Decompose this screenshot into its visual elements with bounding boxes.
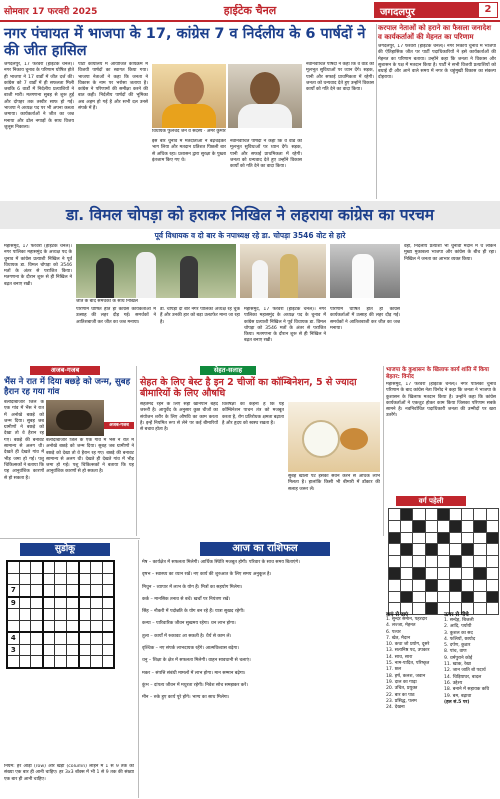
crossword-grid xyxy=(388,508,499,615)
clue-item: 16. उद्देश्य xyxy=(444,680,463,686)
main-story-text-col3c: परिणाम घोषित होते ही कांग्रेस कार्यकर्ताओं में उत्साह की लहर दौड़ गई। समर्थकों ने आतिशबाजी कर जीत का जश्न मनाया। xyxy=(330,307,400,331)
column-divider-3 xyxy=(383,366,384,536)
clue-item: 18. बनाने में सहायक कवि xyxy=(444,687,490,693)
sudoku-cell xyxy=(31,609,43,621)
sudoku-cell xyxy=(55,573,67,585)
right-story-headline: भाजपा के कुशासन के खिलाफ कार्य शांति में किया बेहतर: विनोद xyxy=(386,367,490,380)
clue-item: 2. आदि, पर्यायी xyxy=(444,624,472,630)
sudoku-cell xyxy=(31,644,43,656)
sudoku-cell xyxy=(31,561,43,573)
sudoku-cell xyxy=(91,561,103,573)
sudoku-cell xyxy=(102,656,114,668)
photo-caption-2: अमर कुमार xyxy=(206,129,226,134)
rashi-item: कर्क – मानसिक तनाव से बचें। खर्चों पर नियंत्रण रखें। xyxy=(142,596,231,602)
sudoku-cell xyxy=(55,632,67,644)
sudoku-cell xyxy=(66,656,78,668)
sudoku-cell xyxy=(91,656,103,668)
clue-item: 18. हर्ष, कलश, जवान xyxy=(386,673,426,679)
clue-item: 10. कथा जो प्रयोग, दूसरे xyxy=(386,642,430,648)
section-city: जगदलपुर xyxy=(380,7,415,18)
sudoku-cell xyxy=(19,644,31,656)
ajab-inset-label: अजब-गजब xyxy=(104,422,134,429)
rashi-item: तुला – कार्यों में रुकावट आ सकती है। धैर्य से काम लें। xyxy=(142,633,232,639)
sudoku-cell xyxy=(43,597,55,609)
sudoku-cell xyxy=(43,644,55,656)
main-story-headline: डा. विमल चोपड़ा को हराकर निखिल ने लहराया कांग्रेस का परचम xyxy=(0,201,500,229)
crime-story-text-col2: बलौदाबाजार जिले के एक गांव में भैंस ने रात में अनोखे बछड़े को जन्म दिया। सुबह जब ग्रामीणों ने बछड़े को देखा तो वे हैरान रह गए। बछड़े की बनावट सामान्य से अलग थी। देखते ही देखते गांव में भीड़ जमा हो गई। पशु चिकित्सकों ने बताया कि यह आनुवंशिक कारणों से हो सकता है। xyxy=(46,438,134,475)
main-story-subheadline: पूर्व विधायक व दो बार के नपाध्यक्ष रहे डा. चोपड़ा 3546 वोट से हारे xyxy=(154,231,346,240)
sudoku-cell xyxy=(55,644,67,656)
top-story-text-col3: इस बार चुनाव में मतदाताओं ने बढ़चढ़कर भाग लिया और मतदान प्रतिशत पिछली बार से अधिक रहा। प्रशासन द्वारा सुरक्षा के पुख्ता इंतजाम किए गए थे। xyxy=(152,139,226,163)
sudoku-cell xyxy=(55,585,67,597)
sudoku-cell xyxy=(102,585,114,597)
sudoku-cell xyxy=(19,561,31,573)
rashi-item: धनु – शिक्षा के क्षेत्र में सफलता मिलेगी। वाहन सावधानी से चलाएं। xyxy=(142,658,251,664)
clue-item: 17. छल xyxy=(386,667,402,673)
sudoku-cell xyxy=(31,632,43,644)
page-number: 2 xyxy=(478,2,498,18)
across-title: बाएं से दाएं xyxy=(386,612,409,618)
health-story-headline: सेहत के लिए बेस्ट है इन 2 चीजों का कॉम्बिनेशन, 5 से ज्यादा बीमारियों के लिए औषधि xyxy=(140,377,357,399)
rashi-item: कुंभ – दांपत्य जीवन में मधुरता रहेगी। निवेश सोच समझकर करें। xyxy=(142,682,248,688)
clue-item: 5. दर्पण, कुठार xyxy=(444,643,471,649)
sudoku-cell xyxy=(79,644,91,656)
sudoku-cell xyxy=(102,609,114,621)
clue-item: 22. बार का पाठ xyxy=(386,692,415,698)
clue-item: 15. नाम-पादित, परिष्कृत xyxy=(386,661,430,667)
section-divider xyxy=(0,538,140,539)
sudoku-cell xyxy=(91,632,103,644)
sudoku-cell: 3 xyxy=(7,644,19,656)
sudoku-cell xyxy=(19,620,31,632)
horoscope-list xyxy=(142,560,380,796)
clue-item: 6. पत्थर xyxy=(386,629,401,635)
clue-item: 24. देखना xyxy=(386,705,405,711)
crowd-photo xyxy=(240,244,326,298)
column-divider xyxy=(376,24,377,199)
sudoku-cell xyxy=(66,597,78,609)
right-story-text: महासमुंद, 17 फरवरी (हाईटेक चैनल)। नगर पालिका चुनाव परिणाम के बाद कांग्रेस नेता विनोद ने कहा कि जनता ने भाजपा के कुशासन के खिलाफ मतदान किया है। उन्होंने कहा कि कांग्रेस कार्यकर्ताओं ने एकजुट होकर काम किया जिसका परिणाम सबके सामने है। नवनिर्वाचित पदाधिकारी जनता की उम्मीदों पर खरा उतरेंगे। xyxy=(386,382,496,419)
sudoku-cell xyxy=(7,561,19,573)
supporters-photo xyxy=(330,244,400,298)
sudoku-cell xyxy=(102,573,114,585)
across-clues xyxy=(386,617,442,711)
sudoku-cell: 4 xyxy=(7,632,19,644)
sudoku-cell xyxy=(43,561,55,573)
photo-caption-1: विधायक फुलचंद जैन व सदस्य xyxy=(152,129,203,134)
sudoku-cell xyxy=(102,620,114,632)
sudoku-cell xyxy=(7,620,19,632)
clue-item: 19. दाल का गाढ़ा xyxy=(386,679,417,685)
sudoku-cell xyxy=(79,573,91,585)
clue-item: 12. जान जाति बो पदार्थ xyxy=(444,668,486,674)
clue-item: 4. फलियों, छायोद xyxy=(444,636,476,642)
clue-item: 1. सुन्दर समान, पहरदार xyxy=(386,617,428,622)
top-story-headline: नगर पंचायत में भाजपा के 17, कांग्रेस 7 व निर्दलीय के 6 पार्षदों ने की जीत हासिल xyxy=(4,26,366,59)
down-title: ऊपर से नीचे xyxy=(444,612,469,618)
sudoku-cell xyxy=(91,620,103,632)
sudoku-cell xyxy=(79,656,91,668)
crossword-title: वर्ग पहेली xyxy=(396,496,466,506)
sudoku-cell xyxy=(66,585,78,597)
crossword-clues xyxy=(386,610,498,795)
sudoku-cell xyxy=(91,597,103,609)
ajab-gajab-tag: अजब-गजब xyxy=(30,366,100,375)
clue-item: 23. प्रसिद्ध, पलम xyxy=(386,698,417,704)
sudoku-rules: नियम: हर आड़ी (row) और खड़ी (column) लाइन में 1 से 9 तक की संख्या एक बार ही आनी चाहिए। हर 3x3 बॉक्स में भी 1 से 9 तक की संख्या एक बार ही आनी चाहिए। xyxy=(4,764,134,782)
sudoku-cell: 9 xyxy=(7,597,19,609)
sudoku-cell xyxy=(19,656,31,668)
column-divider-4 xyxy=(138,540,139,798)
sudoku-cell xyxy=(19,632,31,644)
sudoku-cell xyxy=(31,620,43,632)
rashi-item: मीन – रुके हुए कार्य पूरे होंगे। भाग्य का साथ मिलेगा। xyxy=(142,695,230,701)
rashi-item: वृषभ – स्वास्थ्य का ध्यान रखें। नए कार्य की शुरुआत के लिए समय अनुकूल है। xyxy=(142,572,272,578)
clue-item: 9. धर्मपुराने कोई xyxy=(444,655,473,661)
sudoku-cell xyxy=(7,573,19,585)
sudoku-cell xyxy=(43,573,55,585)
sudoku-cell xyxy=(19,609,31,621)
header-divider xyxy=(0,20,500,22)
sudoku-cell xyxy=(31,573,43,585)
sudoku-cell xyxy=(19,573,31,585)
sudoku-cell xyxy=(31,656,43,668)
sudoku-cell xyxy=(79,585,91,597)
sudoku-cell xyxy=(55,597,67,609)
down-clues xyxy=(444,610,498,706)
clue-item: 1. सन्देह, बिजली xyxy=(444,618,474,623)
top-story-text-col4: नवनिर्वाचित पार्षदों ने कहा कि वे वार्ड की मूलभूत सुविधाओं पर ध्यान देंगे। सड़क, पानी और सफाई प्राथमिकता में रहेगी। जनता को धन्यवाद देते हुए उन्होंने विकास कार्यों को गति देने का वादा किया। xyxy=(306,62,374,93)
sudoku-cell xyxy=(31,597,43,609)
sudoku-cell xyxy=(66,644,78,656)
masthead xyxy=(0,0,500,22)
sudoku-cell xyxy=(19,585,31,597)
food-photo xyxy=(288,402,380,472)
sudoku-cell xyxy=(66,573,78,585)
sudoku-cell xyxy=(31,585,43,597)
side-story-headline: करपाल नेताओं को हराने का फैसला जनादेश व कार्यकर्ताओं की मेहनत का परिणाम xyxy=(378,24,491,41)
rashi-item: मिथुन – व्यापार में लाभ के योग हैं। मित्रों का सहयोग मिलेगा। xyxy=(142,584,243,590)
sudoku-grid xyxy=(6,560,115,669)
clue-item: 11. खाक, रेखा xyxy=(444,662,471,668)
crime-story-headline: भैंस ने रात में दिया बछड़े को जन्म, सुबह हैरान रह गया गांव xyxy=(4,377,131,397)
rashi-item: कन्या – पारिवारिक जीवन सुखमय रहेगा। धन लाभ होगा। xyxy=(142,621,236,627)
main-story-text-col1: महासमुंद, 17 फरवरी (हाईटेक चैनल)। नगर पालिका महासमुंद के अध्यक्ष पद के चुनाव में कांग्रेस प्रत्याशी निखिल ने पूर्व विधायक डा. विमल चोपड़ा को 3546 मतों के अंतर से पराजित किया। मतगणना के दौरान शुरू से ही निखिल ने बढ़त बनाए रखी। xyxy=(4,244,72,287)
sudoku-cell xyxy=(91,644,103,656)
sudoku-cell xyxy=(79,609,91,621)
sudoku-cell xyxy=(7,609,19,621)
sudoku-cell xyxy=(55,561,67,573)
top-story-text-col3b: नवनिर्वाचित पार्षदों ने कहा कि वे वार्ड की मूलभूत सुविधाओं पर ध्यान देंगे। सड़क, पानी और सफाई प्राथमिकता में रहेगी। जनता को धन्यवाद देते हुए उन्होंने विकास कार्यों को गति देने का वादा किया। xyxy=(230,139,302,170)
health-tag: सेहत-सलाह xyxy=(200,366,256,375)
rashi-item: सिंह – नौकरी में पदोन्नति के योग बन रहे हैं। यात्रा सुखद रहेगी। xyxy=(142,609,245,615)
sudoku-cell xyxy=(102,644,114,656)
clue-item: 19. बम, बढ़ावा xyxy=(444,693,472,699)
horoscope-title: आज का राशिफल xyxy=(200,542,330,556)
crossword-answer-note: (हल सं.5 पर) xyxy=(444,699,470,705)
sudoku-cell xyxy=(43,609,55,621)
victory-photo xyxy=(76,244,236,298)
sudoku-cell xyxy=(43,620,55,632)
health-story-text-col3: सुबह खाली पेट इसका सेवन करने से अधिक लाभ मिलता है। हालांकि किसी भी बीमारी में डॉक्टर की सलाह जरूर लें। xyxy=(288,474,380,492)
sudoku-cell xyxy=(66,632,78,644)
sudoku-cell xyxy=(19,597,31,609)
sudoku-cell xyxy=(91,573,103,585)
sudoku-cell xyxy=(43,656,55,668)
side-story-text: जगदलपुर, 17 फरवरी (हाईटेक चैनल)। नगर निकाय चुनाव में भाजपा की ऐतिहासिक जीत पर पार्टी पदाधिकारियों ने इसे कार्यकर्ताओं की मेहनत का परिणाम बताया। उन्होंने कहा कि जनता ने विकास और सुशासन के पक्ष में मतदान किया है। पार्टी ने सभी विजयी प्रत्याशियों को बधाई दी और आने वाले समय में नगर के चहुंमुखी विकास का संकल्प दोहराया। xyxy=(378,44,496,81)
photo-caption: विधायक फुलचंद जैन व सदस्य · अमर कुमार xyxy=(152,129,226,134)
sudoku-cell xyxy=(55,656,67,668)
sudoku-cell xyxy=(43,632,55,644)
sudoku-cell xyxy=(79,597,91,609)
sudoku-cell xyxy=(55,609,67,621)
clue-item: 13. सत्यनिष्ठ पद, उपकार xyxy=(386,648,430,654)
sudoku-cell xyxy=(91,585,103,597)
clue-item: 3. कुशल का सद xyxy=(444,630,473,636)
clue-item: 14. चिड़ियाघर, बादल xyxy=(444,674,482,680)
top-story-text-col1: जगदलपुर, 17 फरवरी (हाईटेक चैनल)। नगर निकाय चुनाव के परिणाम घोषित होते ही भाजपा ने 17 वार्डों में जीत दर्ज की। कांग्रेस को 7 वार्डों में ही सफलता मिली जबकि 6 वार्डों में निर्दलीय प्रत्याशियों ने बाजी मारी। मतगणना सुबह से शुरू हुई और दोपहर तक तस्वीर साफ हो गई। भाजपा ने अध्यक्ष पद पर भी अपना कब्जा जमाया। कार्यकर्ताओं ने जीत का जश्न मनाया और ढोल नगाड़ों के साथ विजय जुलूस निकाला। xyxy=(4,62,74,130)
sudoku-cell: 7 xyxy=(7,585,19,597)
column-divider-2 xyxy=(136,366,137,536)
rashi-item: वृश्चिक – नए संपर्क लाभदायक रहेंगे। आत्मविश्वास बढ़ेगा। xyxy=(142,646,239,652)
section-label xyxy=(374,2,498,18)
clue-item: 7. खेत, मैदान xyxy=(386,635,411,641)
clue-item: 20. उचित, प्रयुक्त xyxy=(386,686,418,692)
sudoku-cell xyxy=(66,561,78,573)
main-story-text-col2: परिणाम घोषित होते ही कांग्रेस कार्यकर्ताओं में उत्साह की लहर दौड़ गई। समर्थकों ने आतिशबाजी कर जीत का जश्न मनाया। xyxy=(76,307,156,325)
candidate-photo-2 xyxy=(228,64,302,128)
sudoku-cell xyxy=(66,609,78,621)
rashi-item: मकर – संपत्ति संबंधी मामलों में लाभ होगा। मान सम्मान बढ़ेगा। xyxy=(142,670,246,676)
candidate-photo-1 xyxy=(152,64,226,128)
clue-item: 8. पांच, वाण xyxy=(444,649,467,655)
health-story-text-col1: सेहतमंद रहने के लिए सही खानपान बेहद जरूरी है। आयुर्वेद के अनुसार कुछ चीजों का संयोजन शरीर के लिए औषधि का काम करता है। इन्हें नियमित रूप से लेने पर कई बीमारियों से बचाव होता है। xyxy=(140,402,218,433)
main-story-text-col4: वहीं, निर्दलीय प्रत्याशी भी चुनावी मैदान में थे लेकिन मुख्य मुकाबला भाजपा और कांग्रेस के बीच ही रहा। निखिल ने जनता का आभार व्यक्त किया। xyxy=(404,244,496,262)
clue-item: 14. साथ, सारा xyxy=(386,654,413,660)
rashi-item: मेष – कार्यक्षेत्र में सफलता मिलेगी। आर्थिक स्थिति मजबूत होगी। परिवार के साथ समय बिताएंगे। xyxy=(142,560,300,565)
sudoku-cell xyxy=(79,632,91,644)
sudoku-cell xyxy=(79,561,91,573)
sudoku-cell xyxy=(55,620,67,632)
main-story-text-col3: डा. चोपड़ा दो बार नगर पालिका अध्यक्ष रह चुके हैं और उनकी हार को बड़ा उलटफेर माना जा रहा है। xyxy=(160,307,240,325)
crime-story-text-col1: बलौदाबाजार जिले के एक गांव में भैंस ने रात में अनोखे बछड़े को जन्म दिया। सुबह जब ग्रामीणों ने बछड़े को देखा तो वे हैरान रह गए। बछड़े की बनावट सामान्य से अलग थी। देखते ही देखते गांव में भीड़ जमा हो गई। पशु चिकित्सकों ने बताया कि यह आनुवंशिक कारणों से हो सकता है। xyxy=(4,400,44,481)
main-story-text-col3b: महासमुंद, 17 फरवरी (हाईटेक चैनल)। नगर पालिका महासमुंद के अध्यक्ष पद के चुनाव में कांग्रेस प्रत्याशी निखिल ने पूर्व विधायक डा. विमल चोपड़ा को 3546 मतों के अंतर से पराजित किया। मतगणना के दौरान शुरू से ही निखिल ने बढ़त बनाए रखी। xyxy=(244,307,326,344)
sudoku-cell xyxy=(43,585,55,597)
issue-date: सोमवार 17 फरवरी 2025 xyxy=(4,7,98,17)
buffalo-photo xyxy=(46,400,104,436)
top-story-text-col2: पार्टी कार्यालय में आयोजित कार्यक्रम में विजयी पार्षदों का स्वागत किया गया। भाजपा नेताओं ने कहा कि जनता ने विकास के नाम पर भरोसा जताया है। कांग्रेस ने परिणामों की समीक्षा करने की बात कही। निर्दलीय पार्षदों की भूमिका अब अहम हो गई है और सभी दल उनसे संपर्क में हैं। xyxy=(78,62,148,112)
sudoku-cell xyxy=(91,609,103,621)
main-photo-caption: जीत के बाद समर्थकों के साथ निखिल xyxy=(76,299,138,304)
sudoku-cell xyxy=(66,620,78,632)
clue-item: 4. लज्जा, मेहनत xyxy=(386,623,416,629)
sudoku-title: सुडोकू xyxy=(20,543,110,556)
sudoku-cell xyxy=(102,561,114,573)
sudoku-cell xyxy=(102,632,114,644)
health-story-text-col2: विशेषज्ञों का कहना है कि यह कॉम्बिनेशन पाचन तंत्र को मजबूत करता है, रोग प्रतिरोधक क्षमता बढ़ाता है और हृदय को स्वस्थ रखता है। xyxy=(222,402,284,426)
sudoku-cell xyxy=(79,620,91,632)
sudoku-cell xyxy=(102,597,114,609)
newspaper-name: हाईटेक चैनल xyxy=(223,4,277,17)
sudoku-cell xyxy=(7,656,19,668)
